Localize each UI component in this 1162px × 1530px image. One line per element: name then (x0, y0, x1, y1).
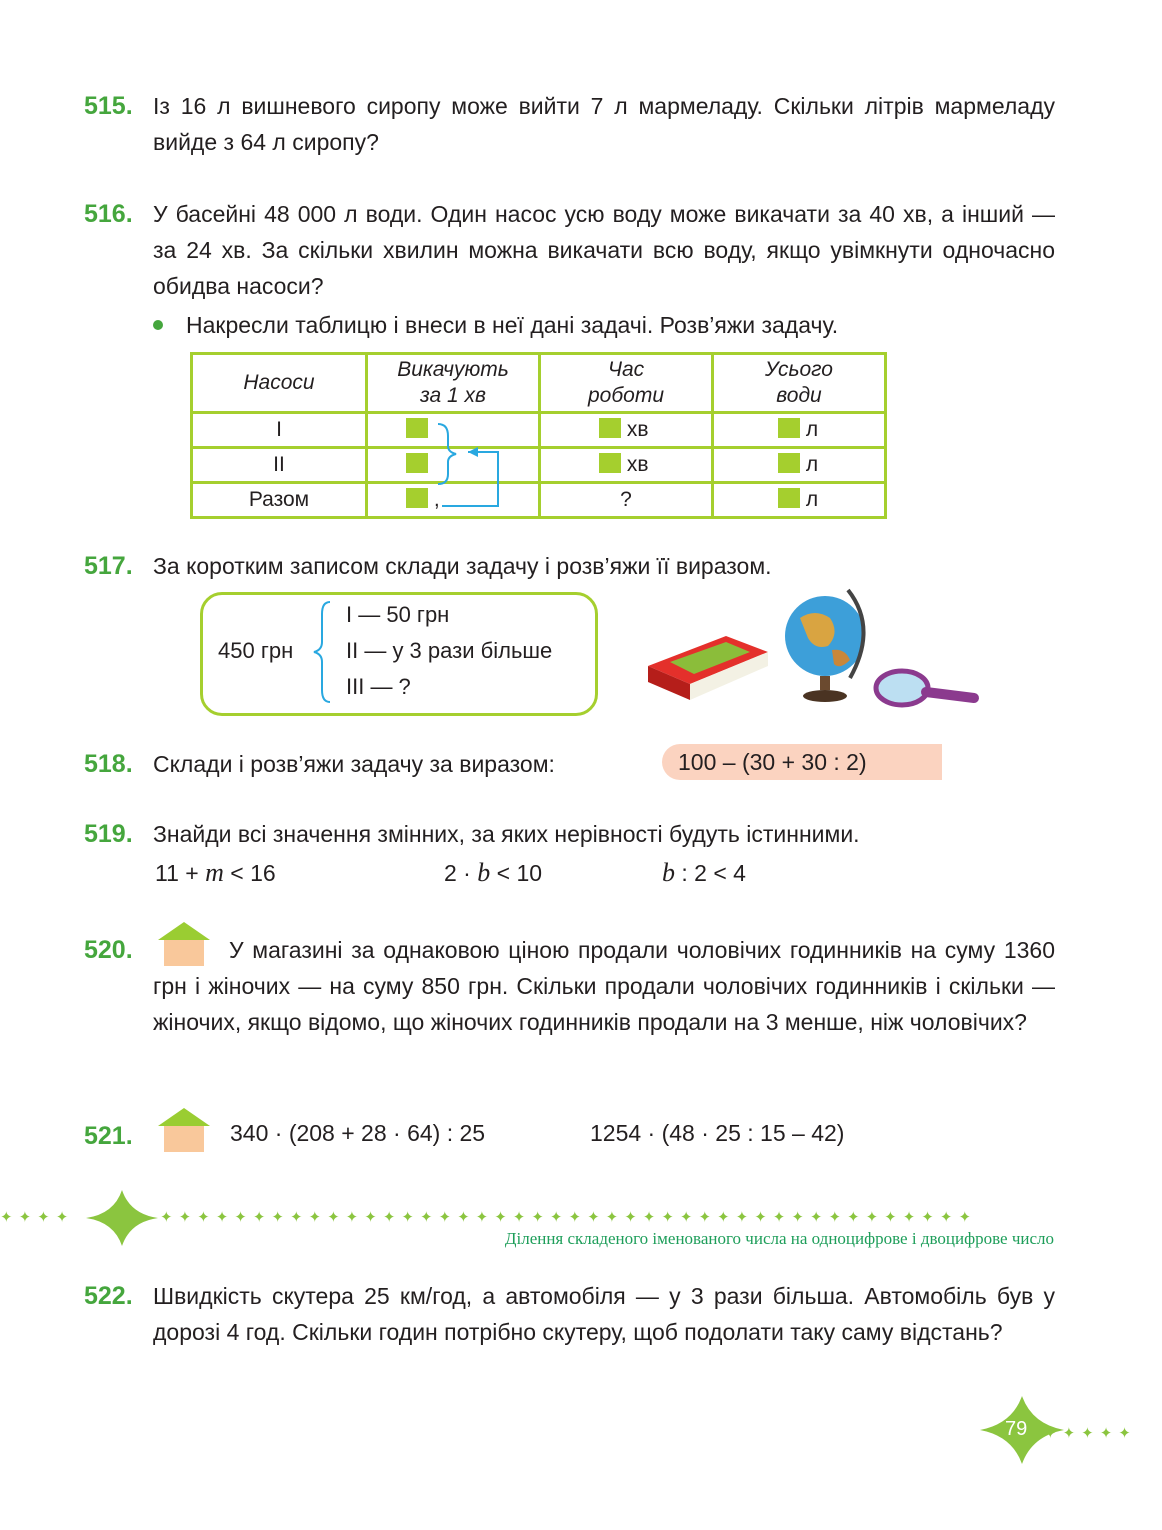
table-cell: ? (540, 483, 713, 518)
blank-square-icon (406, 488, 428, 508)
task-text: Із 16 л вишневого сиропу може вийти 7 л мармеладу. Скільки літрів мармеладу вийде з 64 л сиропу? (153, 93, 1055, 155)
dotted-divider: ✦✦✦✦✦ (1044, 1425, 1137, 1442)
unit-label: л (805, 453, 819, 476)
table-header: Викачують за 1 хв (367, 354, 540, 413)
inequality: 11 + m < 16 (155, 858, 276, 887)
table-cell (540, 448, 713, 483)
short-record-line: I — 50 грн (346, 602, 450, 627)
blank-square-icon (778, 488, 800, 508)
short-record-line: II — у 3 рази більше (346, 638, 553, 663)
table-cell (713, 413, 886, 448)
pumps-table (190, 352, 887, 519)
blank-square-icon (406, 453, 428, 473)
table-header: Усього води (713, 354, 886, 413)
inequality: 2 · b < 10 (444, 858, 543, 887)
task-number: 517. (84, 552, 133, 580)
task-number: 519. (84, 820, 133, 848)
task-text: Склади і розв’яжи задачу за виразом: (153, 751, 555, 777)
unit-label: л (805, 418, 819, 441)
table-cell: II (192, 448, 367, 483)
task-number: 521. (84, 1122, 133, 1150)
globe-icon (785, 590, 865, 702)
short-record-total: 450 грн (218, 638, 294, 663)
table-cell (540, 413, 713, 448)
expression: 1254 · (48 · 25 : 15 – 42) (590, 1120, 845, 1146)
task-text: У магазині за однаковою ціною продали чоловічих годинників на суму 1360 грн і жіночих — на суму 850 грн. Скільки продали чоловічих годинників і скільки — жіночих, якщо відомо, що жіночих годинників продали на 3 менше, ніж чоловічих? (153, 937, 1055, 1035)
table-cell: Разом (192, 483, 367, 518)
book-icon (648, 636, 768, 700)
dotted-divider: ✦✦✦✦✦✦✦✦✦✦✦✦✦✦✦✦✦✦✦✦✦✦✦✦✦✦✦✦✦✦✦✦✦✦✦✦✦✦✦✦✦✦✦✦ (160, 1209, 978, 1226)
blank-square-icon (406, 418, 428, 438)
unit-label: хв (626, 453, 649, 476)
curly-brace-icon (312, 600, 334, 704)
task-text: У басейні 48 000 л води. Один насос усю воду може викачати за 40 хв, а інший — за 24 хв. За скільки хвилин можна викачати всю воду, якщо увімкнути одночасно обидва насоси? (153, 201, 1055, 299)
expression: 340 · (208 + 28 · 64) : 25 (230, 1120, 486, 1146)
short-record-line: III — ? (346, 674, 411, 699)
blank-square-icon (778, 453, 800, 473)
task-number: 522. (84, 1282, 133, 1310)
inequality: b : 2 < 4 (662, 858, 746, 887)
expression-pill: 100 – (30 + 30 : 2) (662, 744, 942, 780)
page-number: 79 (1005, 1418, 1028, 1440)
unit-label: хв (626, 418, 649, 441)
task-number: 518. (84, 750, 133, 778)
topic-title: Ділення складеного іменованого числа на одноцифрове і двоцифрове число (504, 1229, 1054, 1248)
blank-square-icon (778, 418, 800, 438)
dotted-divider: ✦✦✦✦ (0, 1209, 75, 1226)
task-text: Швидкість скутера 25 км/год, а автомобіля — у 3 рази більша. Автомобіль був у дорозі 4 год. Скільки годин потрібно скутеру, щоб подолати таку саму відстань? (153, 1283, 1055, 1345)
blank-square-icon (599, 453, 621, 473)
task-number: 515. (84, 92, 133, 120)
house-icon (156, 1106, 212, 1154)
table-header: Насоси (192, 354, 367, 413)
table-header: Час роботи (540, 354, 713, 413)
illustration (640, 588, 985, 718)
table-cell (713, 448, 886, 483)
task-number: 520. (84, 936, 133, 964)
magnifier-icon (876, 671, 974, 705)
task-text: Знайди всі значення змінних, за яких нерівності будуть істинними. (153, 821, 860, 847)
task-number: 516. (84, 200, 133, 228)
table-cell: I (192, 413, 367, 448)
unit-label: л (805, 488, 819, 511)
task-instruction: Накресли таблицю і внеси в неї дані задачі. Розв’яжи задачу. (186, 312, 839, 338)
diamond-ornament-icon (84, 1188, 160, 1248)
bullet-icon (153, 320, 163, 330)
task-text: За коротким записом склади задачу і розв’яжи її виразом. (153, 553, 772, 579)
blank-square-icon (599, 418, 621, 438)
brace-arrow-icon (430, 418, 510, 518)
comma-mark: , (433, 488, 440, 511)
table-cell (713, 483, 886, 518)
